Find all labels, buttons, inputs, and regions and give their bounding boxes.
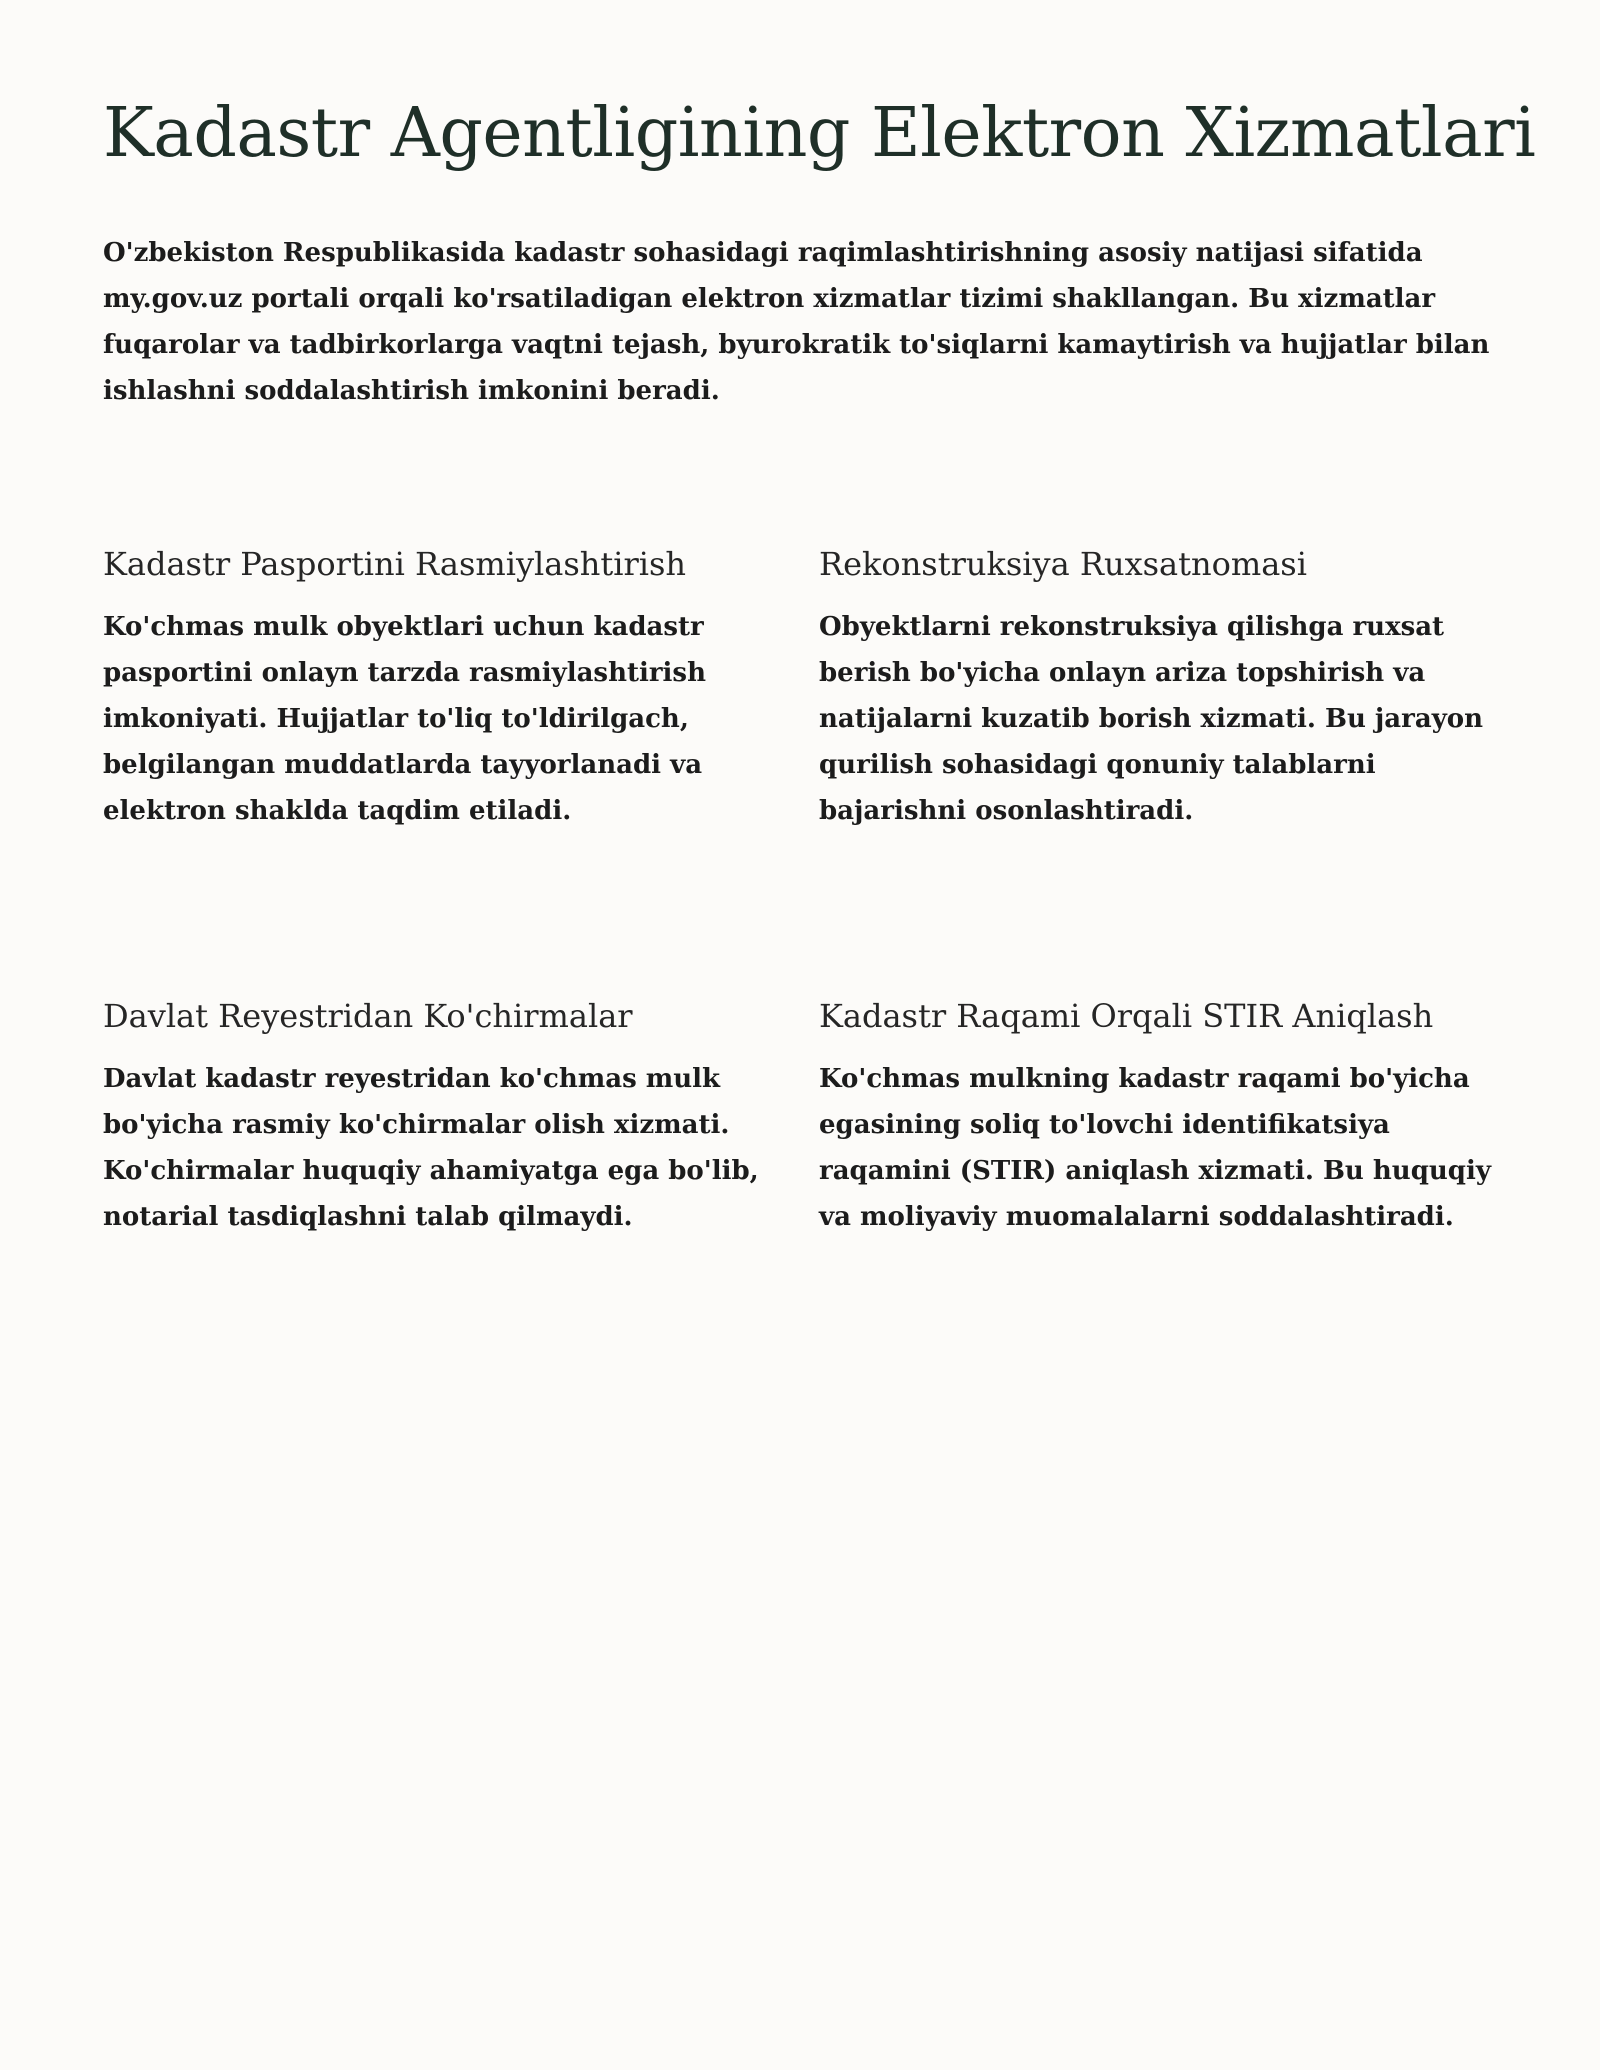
- service-description: Ko'chmas mulkning kadastr raqami bo'yicha egasining soliq to'lovchi identifikatsiya raqamini (STIR) aniqlash xizmati. Bu huquqiy va moliyaviy muomalalarni soddalashtiradi.: [819, 1064, 1491, 1232]
- intro-paragraph: O'zbekiston Respublikasida kadastr sohasidagi raqimlashtirishning asosiy natijasi sifatida my.gov.uz portali orqali ko'rsatiladigan elektron xizmatlar tizimi shakllangan. Bu xizmatlar fuqarolar va tadbirkorlarga vaqtni tejash, byurokratik to'siqlarni kamaytirish va hujjatlar bilan ishlashni soddalashtirish imkonini beradi.: [103, 238, 1490, 406]
- service-description: Obyektlarni rekonstruksiya qilishga ruxsat berish bo'yicha onlayn ariza topshirish va natijalarni kuzatib borish xizmati. Bu jarayon qurilish sohasidagi qonuniy talablarni bajarishni osonlashtiradi.: [819, 612, 1484, 826]
- service-title: Kadastr Raqami Orqali STIR Aniqlash: [819, 997, 1434, 1035]
- service-description: Ko'chmas mulk obyektlari uchun kadastr pasportini onlayn tarzda rasmiylashtirish imkoniyati. Hujjatlar to'liq to'ldirilgach, belgilangan muddatlarda tayyorlanadi va elektron shaklda taqdim etiladi.: [103, 612, 706, 826]
- service-card-cadastral-passport: [103, 542, 773, 834]
- service-card-stir-lookup: [819, 994, 1499, 1240]
- service-card-reconstruction-permit: [819, 542, 1499, 834]
- service-description: Davlat kadastr reyestridan ko'chmas mulk bo'yicha rasmiy ko'chirmalar olish xizmati. Ko'chirmalar huquqiy ahamiyatga ega bo'lib, notarial tasdiqlashni talab qilmaydi.: [103, 1064, 759, 1232]
- page-title: Kadastr Agentligining Elektron Xizmatlari: [103, 94, 1536, 173]
- service-title: Davlat Reyestridan Ko'chirmalar: [103, 997, 633, 1035]
- service-card-registry-extracts: [103, 994, 773, 1240]
- services-grid: [103, 542, 1497, 1240]
- service-title: Kadastr Pasportini Rasmiylashtirish: [103, 545, 687, 583]
- service-title: Rekonstruksiya Ruxsatnomasi: [819, 545, 1307, 583]
